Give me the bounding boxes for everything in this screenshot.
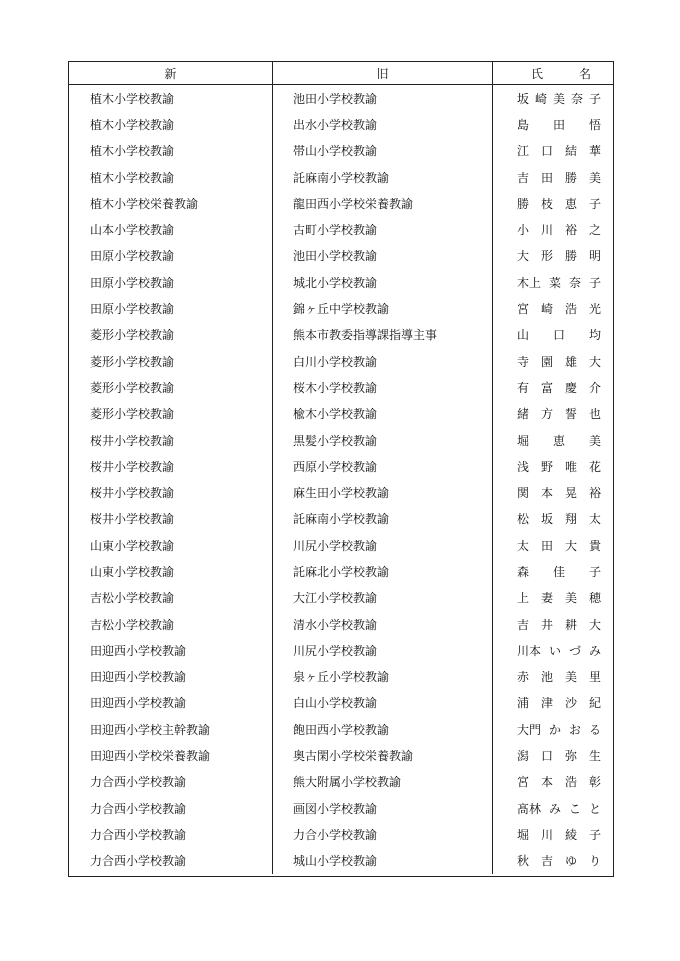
person-name: [493, 322, 613, 348]
name-part: 子: [588, 827, 601, 842]
name-part: 妻: [540, 591, 553, 606]
name-part: 太: [517, 538, 530, 553]
table-row: [69, 295, 613, 321]
table-row: [69, 506, 613, 532]
name-part: 大: [564, 538, 577, 553]
name-part: 江: [517, 144, 530, 159]
table-row: [69, 374, 613, 400]
name-part: 紀: [588, 696, 601, 711]
old-position: 白山小学校教諭: [273, 690, 493, 716]
name-part: 恵: [552, 433, 565, 448]
person-name: [493, 427, 613, 453]
name-part: 介: [588, 380, 601, 395]
name-part: 田: [540, 538, 553, 553]
table-row: [69, 401, 613, 427]
name-part: 赤: [517, 670, 530, 685]
person-name: [493, 558, 613, 584]
name-part: 明: [588, 249, 601, 264]
old-position: 画図小学校教諭: [273, 795, 493, 821]
new-position: 田迎西小学校主幹教諭: [69, 716, 273, 742]
name-part: 堀: [517, 827, 530, 842]
name-part: 秋: [517, 854, 530, 869]
name-part: 勝: [564, 170, 577, 185]
name-part: 雄: [564, 354, 577, 369]
name-part: 浩: [564, 302, 577, 317]
name-part: 綾: [564, 827, 577, 842]
old-position: 川尻小学校教諭: [273, 637, 493, 663]
old-position: 池田小学校教諭: [273, 85, 493, 111]
name-part: 浦: [517, 696, 530, 711]
old-position: 川尻小学校教諭: [273, 532, 493, 558]
name-part: 有: [517, 380, 530, 395]
new-position: 田迎西小学校教諭: [69, 637, 273, 663]
header-old: 旧: [273, 62, 493, 84]
name-part: い: [548, 643, 561, 658]
name-part: 勝: [517, 196, 530, 211]
name-part: 貴: [588, 538, 601, 553]
new-position: 力合西小学校教諭: [69, 795, 273, 821]
name-part: 勝: [564, 249, 577, 264]
name-part: 吉: [540, 854, 553, 869]
name-part: 池: [540, 670, 553, 685]
person-name: [493, 85, 613, 111]
name-part: 奈: [570, 91, 583, 106]
old-position: 龍田西小学校栄養教諭: [273, 190, 493, 216]
name-part: 井: [540, 617, 553, 632]
new-position: 桜井小学校教諭: [69, 506, 273, 532]
name-part: 髙林: [517, 801, 542, 816]
table-row: [69, 585, 613, 611]
new-position: 力合西小学校教諭: [69, 821, 273, 847]
name-part: 堀: [517, 433, 530, 448]
name-part: お: [568, 722, 581, 737]
name-part: 上: [517, 591, 530, 606]
new-position: 力合西小学校教諭: [69, 848, 273, 874]
name-part: 方: [540, 407, 553, 422]
header-name-part-2: 名: [578, 66, 591, 81]
name-part: 美: [564, 670, 577, 685]
new-position: 田迎西小学校教諭: [69, 690, 273, 716]
old-position: 白川小学校教諭: [273, 348, 493, 374]
old-position: 大江小学校教諭: [273, 585, 493, 611]
table-row: [69, 611, 613, 637]
person-name: [493, 585, 613, 611]
new-position: 田迎西小学校教諭: [69, 664, 273, 690]
new-position: 山東小学校教諭: [69, 558, 273, 584]
old-position: 麻生田小学校教諭: [273, 479, 493, 505]
name-part: 坂: [517, 91, 530, 106]
name-part: 吉: [517, 617, 530, 632]
new-position: 菱形小学校教諭: [69, 348, 273, 374]
name-part: 大: [588, 354, 601, 369]
name-part: 里: [588, 670, 601, 685]
name-part: 菜: [548, 275, 561, 290]
name-part: 穂: [588, 591, 601, 606]
old-position: 熊大附属小学校教諭: [273, 769, 493, 795]
new-position: 菱形小学校教諭: [69, 322, 273, 348]
name-part: 緒: [517, 407, 530, 422]
new-position: 吉松小学校教諭: [69, 611, 273, 637]
person-name: [493, 164, 613, 190]
person-name: [493, 848, 613, 874]
name-part: 松: [517, 512, 530, 527]
name-part: づ: [568, 643, 581, 658]
name-part: 彰: [588, 775, 601, 790]
old-position: 錦ヶ丘中学校教諭: [273, 295, 493, 321]
table-body: [69, 85, 613, 876]
name-part: 慶: [564, 380, 577, 395]
name-part: 崎: [534, 91, 547, 106]
old-position: 黒髪小学校教諭: [273, 427, 493, 453]
person-name: [493, 690, 613, 716]
table-row: [69, 821, 613, 847]
name-part: 弥: [564, 749, 577, 764]
name-part: 之: [588, 223, 601, 238]
table-row: [69, 243, 613, 269]
table-row: [69, 795, 613, 821]
name-part: 均: [588, 328, 601, 343]
old-position: 帯山小学校教諭: [273, 138, 493, 164]
name-part: 子: [588, 564, 601, 579]
person-name: [493, 453, 613, 479]
name-part: 也: [588, 407, 601, 422]
old-position: 託麻南小学校教諭: [273, 506, 493, 532]
name-part: 形: [540, 249, 553, 264]
person-name: [493, 611, 613, 637]
new-position: 田原小学校教諭: [69, 243, 273, 269]
person-name: [493, 769, 613, 795]
name-part: 森: [517, 564, 530, 579]
name-part: 美: [564, 591, 577, 606]
new-position: 田迎西小学校栄養教諭: [69, 742, 273, 768]
name-part: み: [588, 643, 601, 658]
name-part: 美: [588, 170, 601, 185]
new-position: 吉松小学校教諭: [69, 585, 273, 611]
table-row: [69, 269, 613, 295]
table-row: [69, 138, 613, 164]
name-part: 裕: [564, 223, 577, 238]
table-row: [69, 558, 613, 584]
personnel-table: [68, 61, 614, 877]
header-new: 新: [69, 62, 273, 84]
name-part: 太: [588, 512, 601, 527]
table-row: [69, 637, 613, 663]
person-name: [493, 821, 613, 847]
name-part: と: [588, 801, 601, 816]
table-row: [69, 85, 613, 111]
name-part: 山: [517, 328, 530, 343]
name-part: 美: [552, 91, 565, 106]
name-part: 川: [540, 223, 553, 238]
name-part: 生: [588, 749, 601, 764]
old-position: 城山小学校教諭: [273, 848, 493, 874]
name-part: 宮: [517, 775, 530, 790]
table-row: [69, 453, 613, 479]
table-row: [69, 769, 613, 795]
name-part: こ: [568, 801, 581, 816]
name-part: 耕: [564, 617, 577, 632]
person-name: [493, 295, 613, 321]
name-part: ゆ: [564, 854, 577, 869]
new-position: 植木小学校教諭: [69, 164, 273, 190]
name-part: 美: [588, 433, 601, 448]
name-part: 田: [540, 170, 553, 185]
name-part: 坂: [540, 512, 553, 527]
table-row: [69, 848, 613, 874]
name-part: 唯: [564, 459, 577, 474]
table-row: [69, 716, 613, 742]
name-part: 吉: [517, 170, 530, 185]
name-part: 子: [588, 196, 601, 211]
name-part: 悟: [588, 117, 601, 132]
header-name: [493, 62, 613, 84]
person-name: [493, 795, 613, 821]
old-position: 楡木小学校教諭: [273, 401, 493, 427]
name-part: 浩: [564, 775, 577, 790]
name-part: 野: [540, 459, 553, 474]
name-part: 関: [517, 486, 530, 501]
new-position: 山東小学校教諭: [69, 532, 273, 558]
person-name: [493, 664, 613, 690]
table-row: [69, 742, 613, 768]
name-part: 本: [540, 486, 553, 501]
name-part: 沙: [564, 696, 577, 711]
new-position: 桜井小学校教諭: [69, 479, 273, 505]
name-part: 潟: [517, 749, 530, 764]
old-position: 力合小学校教諭: [273, 821, 493, 847]
table-row: [69, 348, 613, 374]
name-part: 小: [517, 223, 530, 238]
old-position: 古町小学校教諭: [273, 216, 493, 242]
name-part: 裕: [588, 486, 601, 501]
new-position: 植木小学校教諭: [69, 138, 273, 164]
name-part: 木上: [517, 275, 542, 290]
table-row: [69, 690, 613, 716]
old-position: 奥古閑小学校栄養教諭: [273, 742, 493, 768]
new-position: 力合西小学校教諭: [69, 769, 273, 795]
name-part: 園: [540, 354, 553, 369]
name-part: 佳: [552, 564, 565, 579]
person-name: [493, 401, 613, 427]
person-name: [493, 742, 613, 768]
table-row: [69, 216, 613, 242]
name-part: 田: [552, 117, 565, 132]
person-name: [493, 374, 613, 400]
new-position: 桜井小学校教諭: [69, 427, 273, 453]
old-position: 出水小学校教諭: [273, 111, 493, 137]
table-row: [69, 664, 613, 690]
name-part: か: [548, 722, 561, 737]
new-position: 植木小学校栄養教諭: [69, 190, 273, 216]
person-name: [493, 348, 613, 374]
name-part: 富: [540, 380, 553, 395]
old-position: 桜木小学校教諭: [273, 374, 493, 400]
name-part: る: [588, 722, 601, 737]
table-row: [69, 427, 613, 453]
old-position: 西原小学校教諭: [273, 453, 493, 479]
new-position: 山本小学校教諭: [69, 216, 273, 242]
old-position: 熊本市教委指導課指導主事: [273, 322, 493, 348]
person-name: [493, 216, 613, 242]
person-name: [493, 190, 613, 216]
old-position: 清水小学校教諭: [273, 611, 493, 637]
name-part: 浅: [517, 459, 530, 474]
new-position: 田原小学校教諭: [69, 295, 273, 321]
name-part: 恵: [564, 196, 577, 211]
old-position: 泉ヶ丘小学校教諭: [273, 664, 493, 690]
table-row: [69, 532, 613, 558]
name-part: 川本: [517, 643, 542, 658]
name-part: 宮: [517, 302, 530, 317]
table-row: [69, 190, 613, 216]
person-name: [493, 532, 613, 558]
table-header: [69, 62, 613, 85]
name-part: 口: [552, 328, 565, 343]
person-name: [493, 506, 613, 532]
name-part: 口: [540, 144, 553, 159]
name-part: 口: [540, 749, 553, 764]
old-position: 池田小学校教諭: [273, 243, 493, 269]
new-position: 植木小学校教諭: [69, 111, 273, 137]
name-part: 晃: [564, 486, 577, 501]
new-position: 菱形小学校教諭: [69, 374, 273, 400]
person-name: [493, 111, 613, 137]
name-part: 大門: [517, 722, 542, 737]
name-part: 結: [564, 144, 577, 159]
new-position: 菱形小学校教諭: [69, 401, 273, 427]
name-part: 津: [540, 696, 553, 711]
name-part: 華: [588, 144, 601, 159]
name-part: 寺: [517, 354, 530, 369]
name-part: 大: [588, 617, 601, 632]
person-name: [493, 138, 613, 164]
old-position: 託麻北小学校教諭: [273, 558, 493, 584]
table-row: [69, 479, 613, 505]
old-position: 託麻南小学校教諭: [273, 164, 493, 190]
person-name: [493, 269, 613, 295]
table-row: [69, 164, 613, 190]
new-position: 植木小学校教諭: [69, 85, 273, 111]
old-position: 飽田西小学校教諭: [273, 716, 493, 742]
name-part: み: [548, 801, 561, 816]
old-position: 城北小学校教諭: [273, 269, 493, 295]
table-row: [69, 322, 613, 348]
name-part: 子: [588, 91, 601, 106]
name-part: 翔: [564, 512, 577, 527]
new-position: 田原小学校教諭: [69, 269, 273, 295]
person-name: [493, 716, 613, 742]
name-part: 大: [517, 249, 530, 264]
table-row: [69, 111, 613, 137]
name-part: 奈: [568, 275, 581, 290]
name-part: 島: [517, 117, 530, 132]
person-name: [493, 479, 613, 505]
name-part: 枝: [540, 196, 553, 211]
name-part: 崎: [540, 302, 553, 317]
name-part: 光: [588, 302, 601, 317]
name-part: 本: [540, 775, 553, 790]
name-part: 誓: [564, 407, 577, 422]
name-part: 川: [540, 827, 553, 842]
name-part: 花: [588, 459, 601, 474]
new-position: 桜井小学校教諭: [69, 453, 273, 479]
name-part: り: [588, 854, 601, 869]
header-name-part-1: 氏: [531, 66, 544, 81]
name-part: 子: [588, 275, 601, 290]
person-name: [493, 637, 613, 663]
person-name: [493, 243, 613, 269]
